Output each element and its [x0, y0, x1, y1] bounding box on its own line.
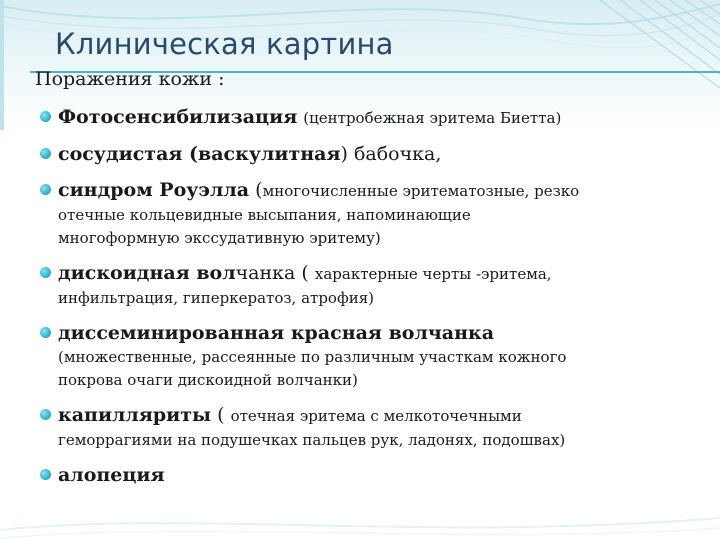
item-continuation: отечные кольцевидные высыпания, напоминающие [58, 206, 471, 224]
item-note: характерные черты -эритема, [314, 265, 552, 283]
item-continuation: многоформную экссудативную эритему) [58, 229, 381, 247]
item-rest: ( [217, 404, 231, 426]
list-item [40, 402, 710, 452]
item-term: капилляриты [58, 404, 212, 426]
list-item [40, 104, 710, 131]
item-note: отечная эритема с мелкоточечными [230, 407, 522, 425]
list-item [40, 260, 710, 310]
item-continuation: (множественные, рассеянные по различным участкам кожного [58, 348, 567, 366]
item-continuation: инфильтрация, гиперкератоз, атрофия) [58, 289, 375, 307]
item-continuation: покрова очаги дискоидной волчанки) [58, 371, 358, 389]
item-term: сосудистая (васкулитная [58, 143, 341, 165]
bullet-list [40, 104, 710, 498]
item-rest: чанка ( [235, 262, 315, 284]
item-note: (центробежная эритема Биетта) [303, 109, 562, 127]
item-term: синдром Роуэлла [58, 179, 250, 201]
decorative-bottom-waves [0, 480, 720, 540]
list-item [40, 320, 710, 392]
item-rest: ( [255, 179, 263, 201]
bullet-icon [40, 111, 51, 122]
list-item [40, 141, 710, 167]
list-item [40, 177, 710, 250]
item-term: дискоидная вол [58, 262, 236, 284]
bullet-icon [40, 148, 51, 159]
item-term: диссеминированная красная волчанка [58, 322, 495, 344]
bullet-icon [40, 469, 51, 480]
slide-title: Клиническая картина [55, 27, 394, 61]
bullet-icon [40, 184, 51, 195]
item-term: алопеция [58, 464, 165, 486]
item-continuation: геморрагиями на подушечках пальцев рук, ладонях, подошвах) [58, 431, 566, 449]
item-note: многочисленные эритематозные, резко [262, 182, 580, 200]
item-term: Фотосенсибилизация [58, 106, 298, 128]
section-heading: Поражения кожи : [35, 68, 225, 90]
bullet-icon [40, 267, 51, 278]
bullet-icon [40, 409, 51, 420]
item-rest: ) бабочка, [340, 143, 442, 165]
bullet-icon [40, 327, 51, 338]
